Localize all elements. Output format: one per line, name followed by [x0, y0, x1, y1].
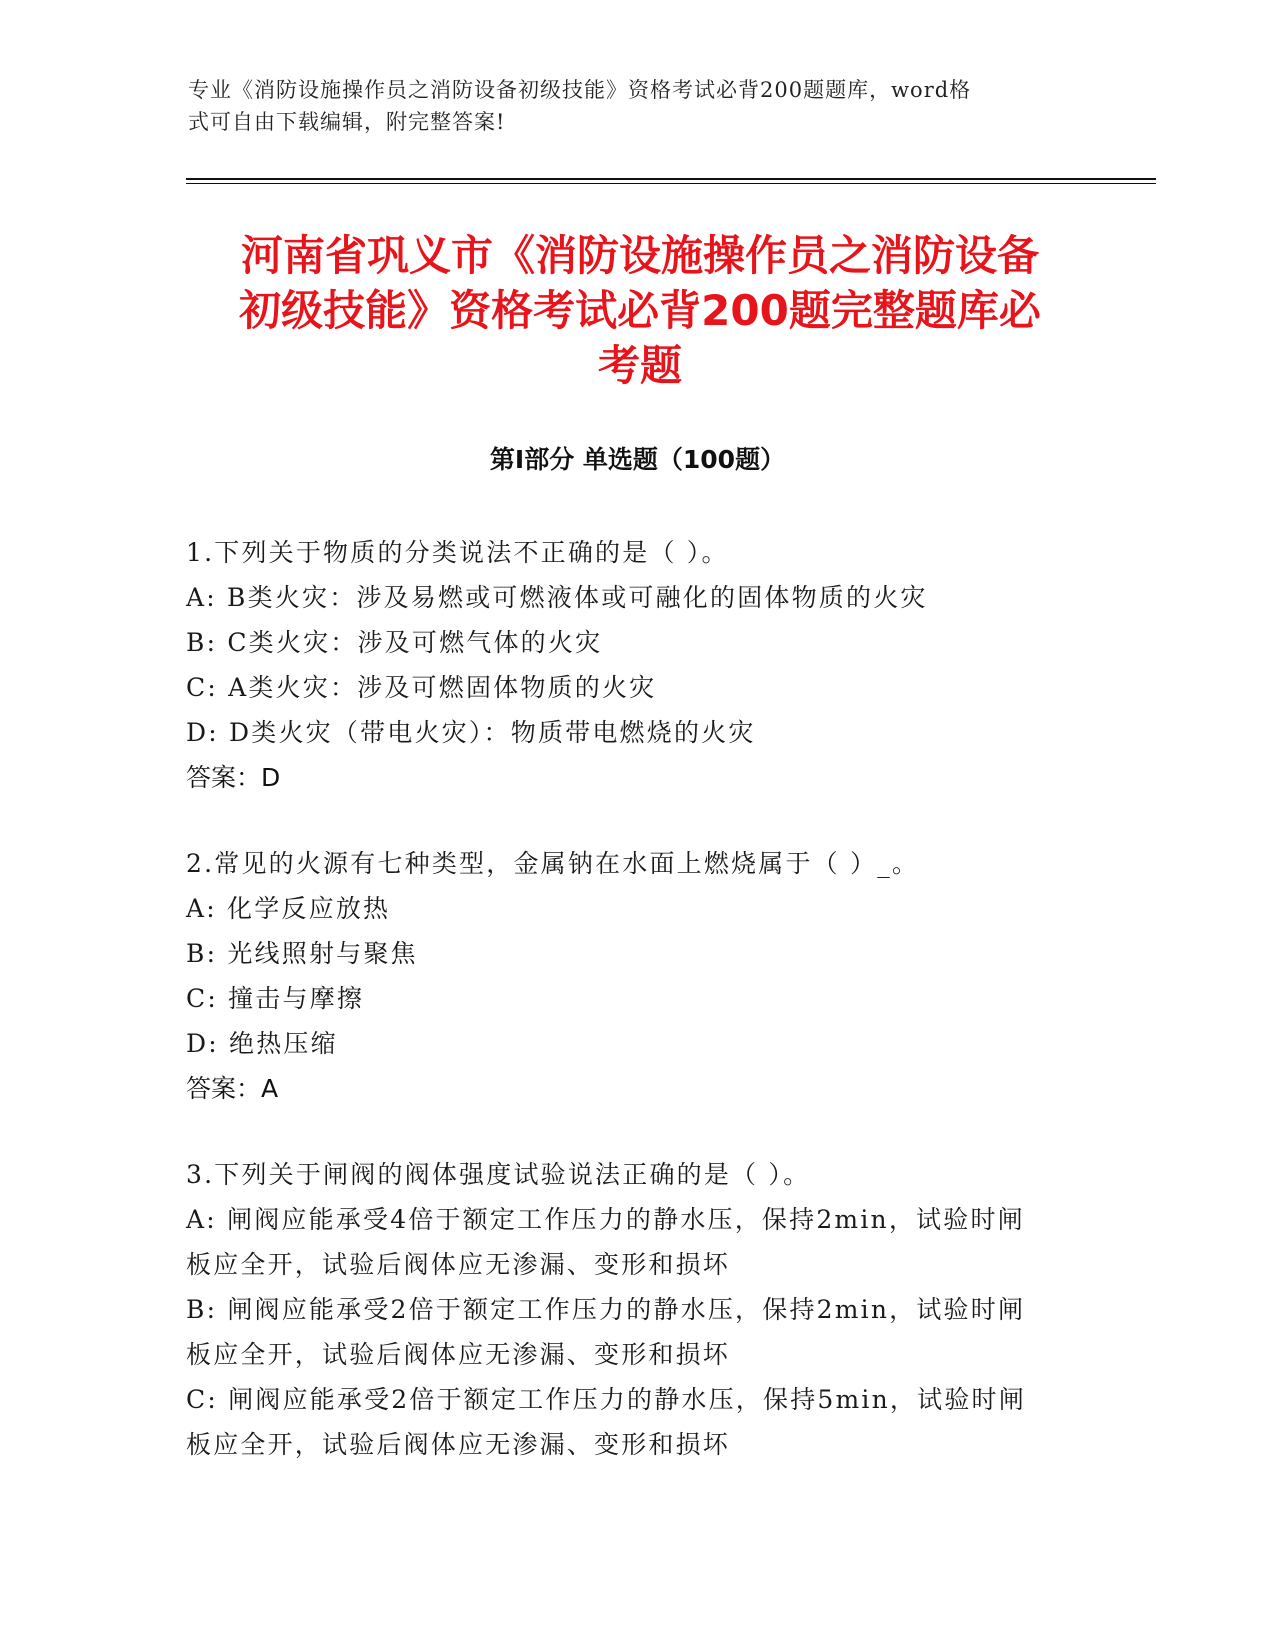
option-b-line-1: B: 闸阀应能承受2倍于额定工作压力的静水压，保持2min，试验时闸 [186, 1295, 1026, 1324]
option-a-line-1: A: 闸阀应能承受4倍于额定工作压力的静水压，保持2min，试验时闸 [186, 1205, 1025, 1234]
question-stem: 3.下列关于闸阀的阀体强度试验说法正确的是（ ）。 [186, 1160, 811, 1189]
header-divider-thin [186, 183, 1156, 184]
option-a-line-2: 板应全开，试验后阀体应无渗漏、变形和损坏 [186, 1250, 731, 1279]
question-3 [186, 1152, 1086, 1467]
document-title [180, 228, 1100, 393]
header-note [188, 74, 1088, 138]
document-title-line-3: 考题 [597, 341, 682, 390]
option-b: B: C类火灾：涉及可燃气体的火灾 [186, 628, 603, 657]
question-2 [186, 841, 1086, 1111]
option-a: A: B类火灾：涉及易燃或可燃液体或可融化的固体物质的火灾 [186, 583, 928, 612]
question-1 [186, 530, 1086, 800]
option-d: D: 绝热压缩 [186, 1029, 338, 1058]
document-title-line-2: 初级技能》资格考试必背200题完整题库必 [239, 286, 1041, 335]
header-note-line-1: 专业《消防设施操作员之消防设备初级技能》资格考试必背200题题库，word格 [188, 78, 972, 102]
question-stem: 1.下列关于物质的分类说法不正确的是（ ）。 [186, 538, 729, 567]
option-b-line-2: 板应全开，试验后阀体应无渗漏、变形和损坏 [186, 1340, 731, 1369]
option-c-line-1: C: 闸阀应能承受2倍于额定工作压力的静水压，保持5min，试验时闸 [186, 1385, 1026, 1414]
option-a: A: 化学反应放热 [186, 894, 391, 923]
option-b: B: 光线照射与聚焦 [186, 939, 418, 968]
option-d: D: D类火灾（带电火灾）：物质带电燃烧的火灾 [186, 718, 756, 747]
question-list [186, 530, 1086, 1508]
question-stem: 2.常见的火源有七种类型，金属钠在水面上燃烧属于（ ）_。 [186, 849, 920, 878]
answer-label: 答案：D [186, 763, 281, 792]
section-heading: 第I部分 单选题（100题） [489, 445, 786, 474]
header-divider-thick [186, 178, 1156, 180]
answer-label: 答案：A [186, 1074, 279, 1103]
option-c: C: 撞击与摩擦 [186, 984, 365, 1013]
option-c: C: A类火灾：涉及可燃固体物质的火灾 [186, 673, 657, 702]
document-title-line-1: 河南省巩义市《消防设施操作员之消防设备 [240, 231, 1039, 280]
header-note-line-2: 式可自由下载编辑，附完整答案! [188, 110, 506, 134]
option-c-line-2: 板应全开，试验后阀体应无渗漏、变形和损坏 [186, 1430, 731, 1459]
